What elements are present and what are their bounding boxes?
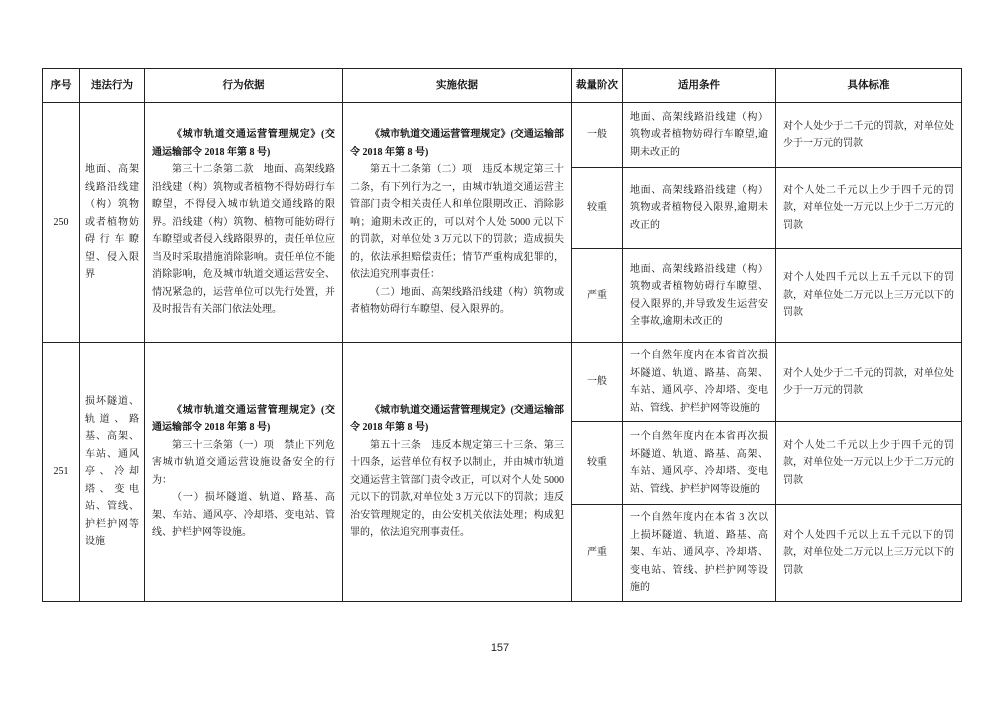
regulation-title: 《城市轨道交通运营管理规定》(交通运输部令 2018 年第 8 号) bbox=[350, 129, 564, 158]
tier-level-cell: 较重 bbox=[572, 168, 623, 249]
condition-cell: 地面、高架线路沿线建（构）筑物或者植物侵入限界,逾期未改正的 bbox=[623, 168, 776, 249]
standard-cell: 对个人处四千元以上五千元以下的罚款，对单位处二万元以上三万元以下的罚款 bbox=[776, 249, 962, 343]
behavior-basis-cell bbox=[145, 343, 343, 602]
condition-cell: 地面、高架线路沿线建（构）筑物或者植物妨碍行车瞭望、侵入限界的,并导致发生运营安全事故,逾期未改正的 bbox=[623, 249, 776, 343]
behavior-basis-cell bbox=[145, 103, 343, 343]
standard-cell: 对个人处少于二千元的罚款，对单位处少于一万元的罚款 bbox=[776, 343, 962, 422]
table-row bbox=[43, 343, 962, 422]
table-row bbox=[43, 103, 962, 168]
page-number: 157 bbox=[490, 642, 510, 654]
header-behavior-basis: 行为依据 bbox=[145, 69, 343, 103]
header-discretion-tier: 裁量阶次 bbox=[572, 69, 623, 103]
implementation-basis-cell bbox=[343, 103, 572, 343]
tier-level-cell: 一般 bbox=[572, 103, 623, 168]
regulation-clause: 第五十三条 违反本规定第三十三条、第三十四条，运营单位有权予以制止，并由城市轨道交通运营主管部门责令改正，可以对个人处 5000 元以下的罚款,对单位处 3 万元以下的罚款；违反治安管理规定的，由公安机关依法处理；构成犯罪的，依法追究刑事责任。 bbox=[350, 439, 564, 539]
condition-cell: 一个自然年度内在本省再次损坏隧道、轨道、路基、高架、车站、通风亭、冷却塔、变电站、管线、护栏护网等设施的 bbox=[623, 422, 776, 505]
condition-cell: 一个自然年度内在本省首次损坏隧道、轨道、路基、高架、车站、通风亭、冷却塔、变电站、管线、护栏护网等设施的 bbox=[623, 343, 776, 422]
regulation-title: 《城市轨道交通运营管理规定》(交通运输部令 2018 年第 8 号) bbox=[350, 404, 564, 434]
tier-level-cell: 严重 bbox=[572, 505, 623, 602]
serial-cell: 251 bbox=[43, 343, 80, 602]
serial-cell: 250 bbox=[43, 103, 80, 343]
regulation-clause: （一）损坏隧道、轨道、路基、高架、车站、通风亭、冷却塔、变电站、管线、护栏护网等设施。 bbox=[152, 492, 335, 539]
regulation-clause: 第三十三条第（一）项 禁止下列危害城市轨道交通运营设施设备安全的行为： bbox=[152, 439, 335, 486]
regulation-clause: 第五十二条第（二）项 违反本规定第三十二条，有下列行为之一，由城市轨道交通运营主管部门责令相关责任人和单位限期改正、消除影响；逾期未改正的，可以对个人处 5000 元以下的罚款，对单位处 3 万元以下的罚款；造成损失的，依法承担赔偿责任；情节严重构成犯罪的，依法追究刑事责任： bbox=[350, 164, 564, 281]
standard-cell: 对个人处二千元以上少于四千元的罚款，对单位处一万元以上少于二万元的罚款 bbox=[776, 422, 962, 505]
regulation-clause: （二）地面、高架线路沿线建（构）筑物或者植物妨碍行车瞭望、侵入限界的。 bbox=[350, 286, 564, 316]
condition-cell: 一个自然年度内在本省 3 次以上损坏隧道、轨道、路基、高架、车站、通风亭、冷却塔、变电站、管线、护栏护网等设施的 bbox=[623, 505, 776, 602]
header-specific-standard: 具体标准 bbox=[776, 69, 962, 103]
penalty-discretion-table bbox=[42, 68, 962, 602]
header-serial: 序号 bbox=[43, 69, 80, 103]
table-header-row bbox=[43, 69, 962, 103]
tier-level-cell: 一般 bbox=[572, 343, 623, 422]
header-violation: 违法行为 bbox=[80, 69, 145, 103]
implementation-basis-cell bbox=[343, 343, 572, 602]
regulation-clause: 第三十二条第二款 地面、高架线路沿线建（构）筑物或者植物不得妨碍行车瞭望，不得侵入城市轨道交通线路的限界。沿线建（构）筑物、植物可能妨碍行车瞭望或者侵入线路限界的，责任单位应当及时采取措施消除影响。责任单位不能消除影响，危及城市轨道交通运营安全、情况紧急的，运营单位可以先行处置，并及时报告有关部门依法处理。 bbox=[152, 164, 335, 316]
regulation-title: 《城市轨道交通运营管理规定》(交通运输部令 2018 年第 8 号) bbox=[152, 404, 335, 434]
violation-cell: 损坏隧道、轨道、路基、高架、车站、通风亭、冷却塔、变电站、管线、护栏护网等设施 bbox=[80, 343, 145, 602]
standard-cell: 对个人处二千元以上少于四千元的罚款，对单位处一万元以上少于二万元的罚款 bbox=[776, 168, 962, 249]
tier-level-cell: 严重 bbox=[572, 249, 623, 343]
tier-level-cell: 较重 bbox=[572, 422, 623, 505]
regulation-title: 《城市轨道交通运营管理规定》(交通运输部令 2018 年第 8 号) bbox=[152, 129, 335, 158]
header-implementation-basis: 实施依据 bbox=[343, 69, 572, 103]
standard-cell: 对个人处少于二千元的罚款，对单位处少于一万元的罚款 bbox=[776, 103, 962, 168]
violation-cell: 地面、高架线路沿线建（构）筑物或者植物妨碍行车瞭望、侵入限界 bbox=[80, 103, 145, 343]
condition-cell: 地面、高架线路沿线建（构）筑物或者植物妨碍行车瞭望,逾期未改正的 bbox=[623, 103, 776, 168]
header-applicable-condition: 适用条件 bbox=[623, 69, 776, 103]
standard-cell: 对个人处四千元以上五千元以下的罚款，对单位处二万元以上三万元以下的罚款 bbox=[776, 505, 962, 602]
